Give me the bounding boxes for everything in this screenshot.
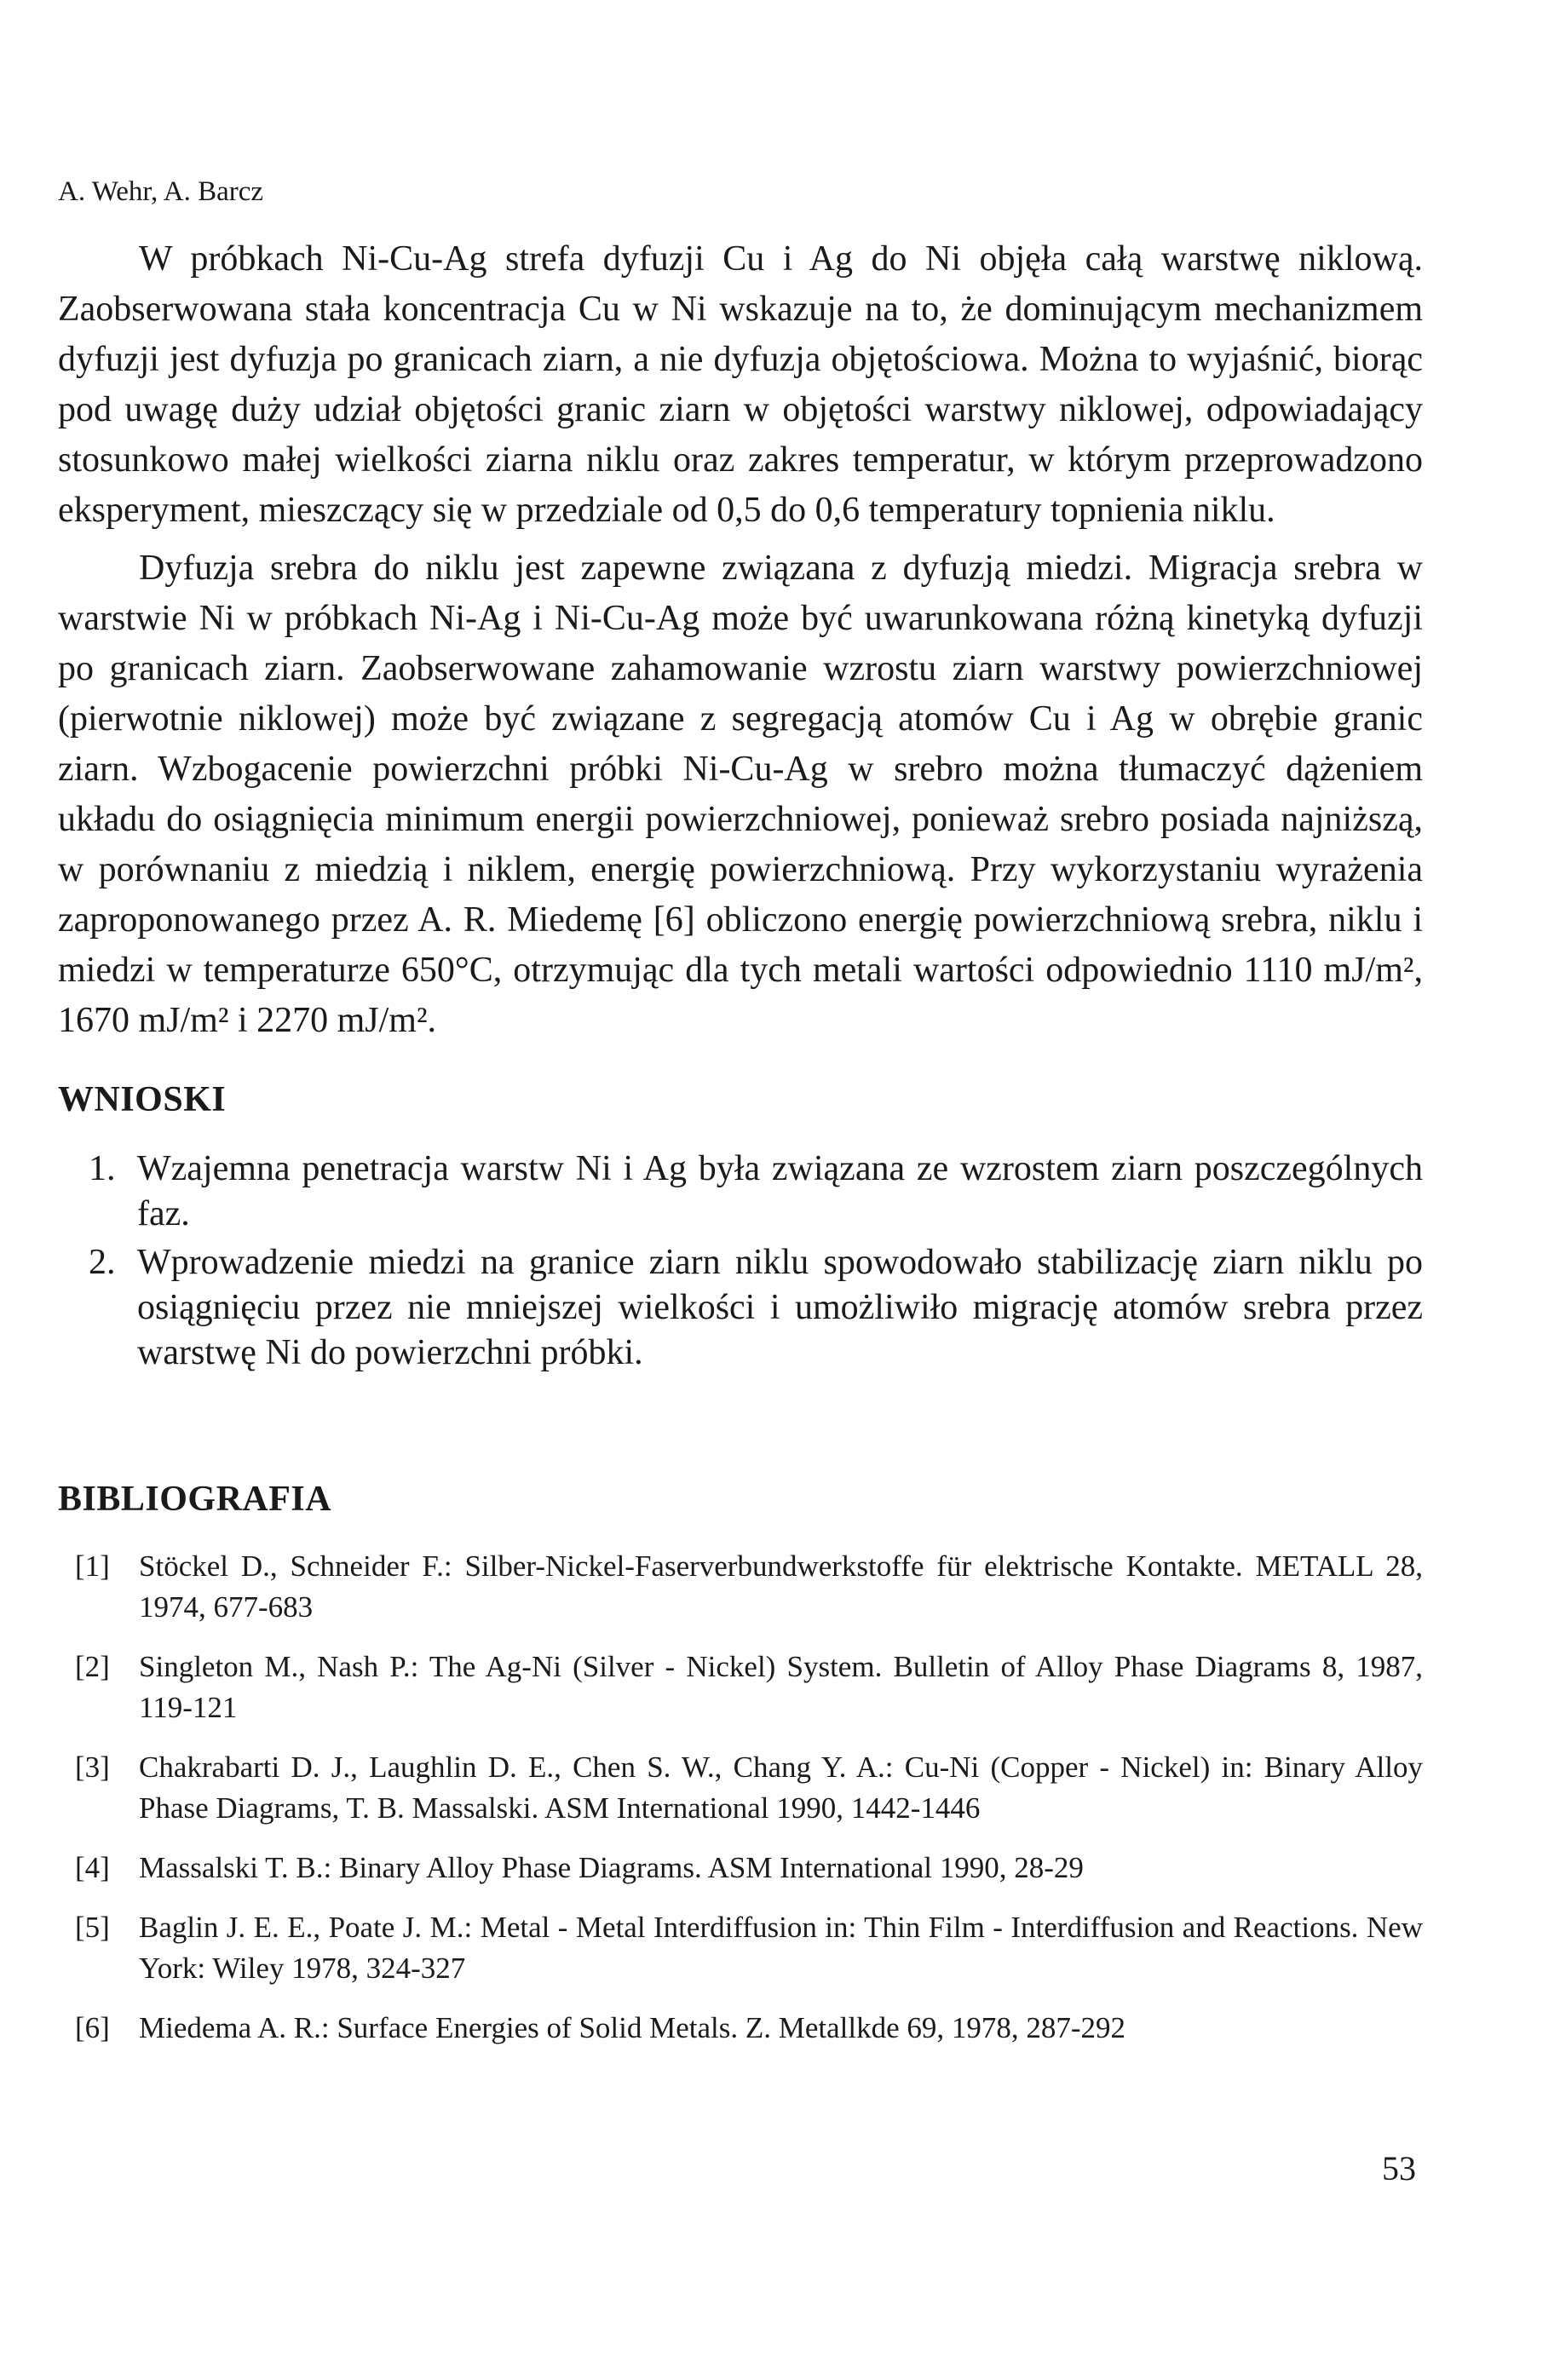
body-paragraph: W próbkach Ni-Cu-Ag strefa dyfuzji Cu i Ag do Ni objęła całą warstwę niklową. Zaobserwowana stała koncentracja Cu w Ni wskazuje na to, że dominującym mechanizmem dyfuzji jest dyfuzja po granicach ziarn, a nie dyfuzja objętościowa. Można to wyjaśnić, biorąc pod uwagę duży udział objętości granic ziarn w objętości warstwy niklowej, odpowiadający stosunkowo małej wielkości ziarna niklu oraz zakres temperatur, w którym przeprowadzono eksperyment, mieszczący się w przedziale od 0,5 do 0,6 temperatury topnienia niklu. bbox=[58, 239, 1423, 530]
conclusion-text: Wprowadzenie miedzi na granice ziarn niklu spowodowało stabilizację ziarn niklu po osiągnięciu przez nie mniejszej wielkości i umożliwiło migrację atomów srebra przez warstwę Ni do powierzchni próbki. bbox=[137, 1243, 1423, 1372]
reference-number: [2] bbox=[75, 1650, 110, 1683]
reference-list bbox=[58, 1546, 1423, 2049]
conclusion-number: 1. bbox=[89, 1149, 116, 1188]
page-number: 53 bbox=[1382, 2149, 1416, 2187]
conclusion-item bbox=[58, 1240, 1423, 1376]
reference-number: [6] bbox=[75, 2011, 110, 2044]
reference-item bbox=[58, 1546, 1423, 1628]
reference-number: [3] bbox=[75, 1751, 110, 1784]
reference-text: Singleton M., Nash P.: The Ag-Ni (Silver - Nickel) System. Bulletin of Alloy Phase Diagrams 8, 1987, 119-121 bbox=[139, 1650, 1423, 1724]
reference-item bbox=[58, 1747, 1423, 1829]
page-content bbox=[58, 175, 1423, 2067]
reference-text: Massalski T. B.: Binary Alloy Phase Diagrams. ASM International 1990, 28-29 bbox=[139, 1851, 1084, 1884]
reference-item bbox=[58, 1848, 1423, 1888]
reference-number: [4] bbox=[75, 1851, 110, 1884]
reference-text: Chakrabarti D. J., Laughlin D. E., Chen S. W., Chang Y. A.: Cu-Ni (Copper - Nickel) in: Binary Alloy Phase Diagrams, T. B. Massalski. ASM International 1990, 1442-1446 bbox=[139, 1751, 1423, 1825]
conclusion-number: 2. bbox=[89, 1243, 116, 1282]
conclusions-heading: WNIOSKI bbox=[58, 1080, 227, 1119]
bibliography-heading: BIBLIOGRAFIA bbox=[58, 1480, 332, 1519]
reference-text: Baglin J. E. E., Poate J. M.: Metal - Metal Interdiffusion in: Thin Film - Interdiffusion and Reactions. New York: Wiley 1978, 324-327 bbox=[139, 1911, 1423, 1985]
reference-item bbox=[58, 1647, 1423, 1728]
reference-item bbox=[58, 2008, 1423, 2049]
conclusion-item bbox=[58, 1147, 1423, 1237]
conclusion-text: Wzajemna penetracja warstw Ni i Ag była związana ze wzrostem ziarn poszczególnych faz. bbox=[137, 1149, 1423, 1233]
reference-text: Miedema A. R.: Surface Energies of Solid Metals. Z. Metallkde 69, 1978, 287-292 bbox=[139, 2011, 1126, 2044]
running-head-authors: A. Wehr, A. Barcz bbox=[58, 176, 264, 207]
reference-item bbox=[58, 1907, 1423, 1989]
reference-number: [1] bbox=[75, 1549, 110, 1583]
reference-number: [5] bbox=[75, 1911, 110, 1944]
reference-text: Stöckel D., Schneider F.: Silber-Nickel-Faserverbundwerkstoffe für elektrische Kontakte. METALL 28, 1974, 677-683 bbox=[139, 1549, 1423, 1624]
conclusions-list bbox=[58, 1147, 1423, 1376]
body-paragraph: Dyfuzja srebra do niklu jest zapewne związana z dyfuzją miedzi. Migracja srebra w warstwie Ni w próbkach Ni-Ag i Ni-Cu-Ag może być uwarunkowana różną kinetyką dyfuzji po granicach ziarn. Zaobserwowane zahamowanie wzrostu ziarn warstwy powierzchniowej (pierwotnie niklowej) może być związane z segregacją atomów Cu i Ag w obrębie granic ziarn. Wzbogacenie powierzchni próbki Ni-Cu-Ag w srebro można tłumaczyć dążeniem układu do osiągnięcia minimum energii powierzchniowej, ponieważ srebro posiada najniższą, w porównaniu z miedzią i niklem, energię powierzchniową. Przy wykorzystaniu wyrażenia zaproponowanego przez A. R. Miedemę [6] obliczono energię powierzchniową srebra, niklu i miedzi w temperaturze 650°C, otrzymując dla tych metali wartości odpowiednio 1110 mJ/m², 1670 mJ/m² i 2270 mJ/m². bbox=[58, 549, 1423, 1040]
